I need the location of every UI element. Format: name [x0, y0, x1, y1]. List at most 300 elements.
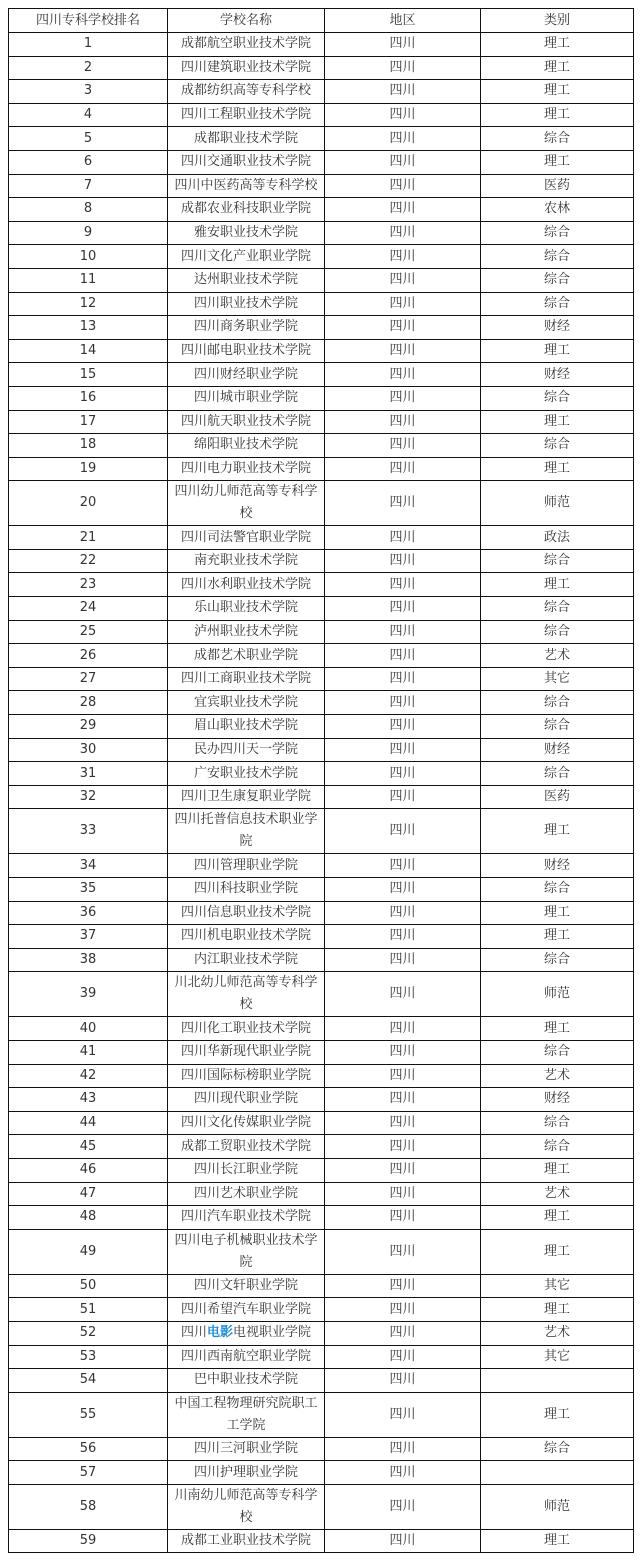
cell-rank: 31: [9, 762, 168, 786]
cell-rank: 41: [9, 1040, 168, 1064]
cell-rank: 7: [9, 174, 168, 198]
table-row: [9, 878, 634, 902]
table-row: [9, 1111, 634, 1135]
cell-region: 四川: [325, 292, 481, 316]
table-row: [9, 1064, 634, 1088]
cell-school-name: 四川华新现代职业学院: [168, 1040, 325, 1064]
cell-region: 四川: [325, 785, 481, 809]
cell-region: 四川: [325, 1392, 481, 1437]
header-region: 地区: [325, 9, 481, 33]
cell-category: 艺术: [481, 1064, 634, 1088]
table-row: [9, 1229, 634, 1274]
cell-school-name: 成都艺术职业学院: [168, 644, 325, 668]
cell-category: 理工: [481, 80, 634, 104]
table-row: [9, 268, 634, 292]
cell-school-name: 巴中职业技术学院: [168, 1369, 325, 1393]
cell-region: 四川: [325, 597, 481, 621]
ranking-table-container: [8, 8, 633, 1553]
cell-school-name: 四川文化传媒职业学院: [168, 1111, 325, 1135]
cell-rank: 45: [9, 1135, 168, 1159]
cell-region: 四川: [325, 948, 481, 972]
cell-region: 四川: [325, 80, 481, 104]
cell-category: 师范: [481, 1484, 634, 1529]
cell-school-name: [168, 1321, 325, 1345]
cell-region: 四川: [325, 1229, 481, 1274]
cell-school-name: 乐山职业技术学院: [168, 597, 325, 621]
cell-school-name: 四川三河职业学院: [168, 1437, 325, 1461]
cell-school-name: 四川长江职业学院: [168, 1158, 325, 1182]
cell-region: 四川: [325, 434, 481, 458]
cell-region: 四川: [325, 386, 481, 410]
cell-category: [481, 1369, 634, 1393]
table-row: [9, 316, 634, 340]
cell-rank: 32: [9, 785, 168, 809]
table-row: [9, 948, 634, 972]
cell-region: 四川: [325, 1437, 481, 1461]
table-row: [9, 127, 634, 151]
cell-rank: 29: [9, 715, 168, 739]
cell-school-name: 四川信息职业技术学院: [168, 901, 325, 925]
cell-region: 四川: [325, 901, 481, 925]
cell-category: 综合: [481, 948, 634, 972]
cell-category: 理工: [481, 33, 634, 57]
cell-category: 农林: [481, 198, 634, 222]
cell-category: 理工: [481, 1392, 634, 1437]
cell-school-name: 四川水利职业技术学院: [168, 573, 325, 597]
cell-rank: 19: [9, 457, 168, 481]
cell-region: 四川: [325, 972, 481, 1017]
cell-category: 理工: [481, 925, 634, 949]
cell-school-name: 四川电力职业技术学院: [168, 457, 325, 481]
cell-category: 理工: [481, 410, 634, 434]
cell-school-name: 四川工商职业技术学院: [168, 667, 325, 691]
table-row: [9, 1158, 634, 1182]
table-row: [9, 1135, 634, 1159]
table-row: [9, 785, 634, 809]
cell-category: 综合: [481, 221, 634, 245]
table-row: [9, 1206, 634, 1230]
cell-region: 四川: [325, 738, 481, 762]
cell-category: 财经: [481, 1088, 634, 1112]
cell-category: 理工: [481, 150, 634, 174]
cell-school-name: 四川幼儿师范高等专科学校: [168, 481, 325, 526]
cell-rank: 2: [9, 56, 168, 80]
cell-region: 四川: [325, 667, 481, 691]
table-row: [9, 620, 634, 644]
cell-category: [481, 1461, 634, 1485]
table-row: [9, 1017, 634, 1041]
cell-region: 四川: [325, 854, 481, 878]
cell-category: 财经: [481, 854, 634, 878]
cell-category: 财经: [481, 316, 634, 340]
cell-rank: 36: [9, 901, 168, 925]
cell-rank: 5: [9, 127, 168, 151]
cell-rank: 51: [9, 1298, 168, 1322]
cell-school-name: 成都纺织高等专科学校: [168, 80, 325, 104]
cell-rank: 17: [9, 410, 168, 434]
table-row: [9, 221, 634, 245]
cell-category: 师范: [481, 972, 634, 1017]
cell-rank: 53: [9, 1345, 168, 1369]
cell-school-name: 广安职业技术学院: [168, 762, 325, 786]
cell-region: 四川: [325, 549, 481, 573]
cell-rank: 28: [9, 691, 168, 715]
cell-rank: 23: [9, 573, 168, 597]
cell-school-name: 四川文轩职业学院: [168, 1274, 325, 1298]
cell-rank: 24: [9, 597, 168, 621]
cell-category: 理工: [481, 339, 634, 363]
cell-school-name: 四川文化产业职业学院: [168, 245, 325, 269]
table-body: [9, 33, 634, 1553]
cell-category: 艺术: [481, 1182, 634, 1206]
cell-school-name: 四川化工职业技术学院: [168, 1017, 325, 1041]
cell-category: 综合: [481, 268, 634, 292]
table-row: [9, 33, 634, 57]
table-row: [9, 1321, 634, 1345]
cell-school-name: 四川希望汽车职业学院: [168, 1298, 325, 1322]
cell-school-name: 达州职业技术学院: [168, 268, 325, 292]
table-row: [9, 410, 634, 434]
cell-school-name: 成都工业职业技术学院: [168, 1529, 325, 1553]
table-row: [9, 667, 634, 691]
cell-school-name: 中国工程物理研究院职工工学院: [168, 1392, 325, 1437]
cell-category: 综合: [481, 127, 634, 151]
cell-category: 财经: [481, 738, 634, 762]
cell-rank: 6: [9, 150, 168, 174]
table-row: [9, 1392, 634, 1437]
table-row: [9, 56, 634, 80]
table-row: [9, 644, 634, 668]
cell-school-name: 四川交通职业技术学院: [168, 150, 325, 174]
cell-region: 四川: [325, 1182, 481, 1206]
cell-rank: 50: [9, 1274, 168, 1298]
cell-school-name: 四川电子机械职业技术学院: [168, 1229, 325, 1274]
table-row: [9, 1274, 634, 1298]
cell-school-name: 川南幼儿师范高等专科学校: [168, 1484, 325, 1529]
cell-region: 四川: [325, 1461, 481, 1485]
cell-region: 四川: [325, 174, 481, 198]
cell-rank: 20: [9, 481, 168, 526]
cell-rank: 55: [9, 1392, 168, 1437]
table-row: [9, 481, 634, 526]
cell-region: 四川: [325, 1529, 481, 1553]
cell-rank: 11: [9, 268, 168, 292]
cell-school-name: 四川财经职业学院: [168, 363, 325, 387]
cell-region: 四川: [325, 1088, 481, 1112]
cell-school-name: 绵阳职业技术学院: [168, 434, 325, 458]
cell-rank: 18: [9, 434, 168, 458]
cell-region: 四川: [325, 150, 481, 174]
cell-category: 师范: [481, 481, 634, 526]
cell-region: 四川: [325, 245, 481, 269]
cell-category: 其它: [481, 1345, 634, 1369]
cell-category: 综合: [481, 715, 634, 739]
cell-region: 四川: [325, 1369, 481, 1393]
cell-category: 理工: [481, 56, 634, 80]
cell-rank: 39: [9, 972, 168, 1017]
cell-school-name: 雅安职业技术学院: [168, 221, 325, 245]
cell-school-name: 南充职业技术学院: [168, 549, 325, 573]
cell-category: 医药: [481, 785, 634, 809]
cell-school-name: 成都航空职业技术学院: [168, 33, 325, 57]
table-row: [9, 80, 634, 104]
cell-region: 四川: [325, 691, 481, 715]
cell-region: 四川: [325, 56, 481, 80]
cell-rank: 12: [9, 292, 168, 316]
cell-category: 综合: [481, 292, 634, 316]
table-row: [9, 809, 634, 854]
cell-category: 理工: [481, 809, 634, 854]
cell-region: 四川: [325, 526, 481, 550]
cell-rank: 47: [9, 1182, 168, 1206]
cell-category: 财经: [481, 363, 634, 387]
cell-rank: 57: [9, 1461, 168, 1485]
cell-rank: 34: [9, 854, 168, 878]
table-row: [9, 901, 634, 925]
cell-category: 综合: [481, 245, 634, 269]
table-row: [9, 972, 634, 1017]
table-header-row: [9, 9, 634, 33]
cell-category: 理工: [481, 1229, 634, 1274]
cell-region: 四川: [325, 198, 481, 222]
cell-category: 综合: [481, 549, 634, 573]
cell-school-name: 宜宾职业技术学院: [168, 691, 325, 715]
cell-school-name: 民办四川天一学院: [168, 738, 325, 762]
table-row: [9, 386, 634, 410]
cell-region: 四川: [325, 809, 481, 854]
cell-region: 四川: [325, 33, 481, 57]
cell-rank: 22: [9, 549, 168, 573]
cell-school-name: 四川商务职业学院: [168, 316, 325, 340]
cell-category: 综合: [481, 434, 634, 458]
cell-school-name: 四川卫生康复职业学院: [168, 785, 325, 809]
cell-category: 理工: [481, 901, 634, 925]
header-rank: 四川专科学校排名: [9, 9, 168, 33]
cell-rank: 8: [9, 198, 168, 222]
cell-region: 四川: [325, 363, 481, 387]
cell-category: 理工: [481, 1206, 634, 1230]
cell-region: 四川: [325, 1298, 481, 1322]
cell-school-name: 泸州职业技术学院: [168, 620, 325, 644]
table-row: [9, 526, 634, 550]
cell-region: 四川: [325, 103, 481, 127]
cell-school-name: 四川工程职业技术学院: [168, 103, 325, 127]
cell-rank: 43: [9, 1088, 168, 1112]
cell-region: 四川: [325, 1484, 481, 1529]
table-row: [9, 174, 634, 198]
cell-school-name: 四川邮电职业技术学院: [168, 339, 325, 363]
cell-rank: 3: [9, 80, 168, 104]
cell-rank: 13: [9, 316, 168, 340]
cell-category: 理工: [481, 573, 634, 597]
cell-rank: 46: [9, 1158, 168, 1182]
table-row: [9, 457, 634, 481]
cell-category: 医药: [481, 174, 634, 198]
table-row: [9, 339, 634, 363]
cell-region: 四川: [325, 339, 481, 363]
table-row: [9, 738, 634, 762]
cell-rank: 30: [9, 738, 168, 762]
cell-school-name: 四川中医药高等专科学校: [168, 174, 325, 198]
cell-rank: 37: [9, 925, 168, 949]
cell-school-name: 成都农业科技职业学院: [168, 198, 325, 222]
cell-region: 四川: [325, 1064, 481, 1088]
cell-region: 四川: [325, 127, 481, 151]
header-category: 类别: [481, 9, 634, 33]
cell-rank: 49: [9, 1229, 168, 1274]
cell-school-name: 四川科技职业学院: [168, 878, 325, 902]
cell-rank: 52: [9, 1321, 168, 1345]
table-row: [9, 292, 634, 316]
cell-category: 综合: [481, 1111, 634, 1135]
cell-text: 电视职业学院: [233, 1325, 312, 1341]
cell-category: 综合: [481, 762, 634, 786]
cell-category: 综合: [481, 878, 634, 902]
table-row: [9, 1298, 634, 1322]
cell-rank: 33: [9, 809, 168, 854]
table-row: [9, 762, 634, 786]
cell-school-name: 成都职业技术学院: [168, 127, 325, 151]
cell-region: 四川: [325, 1040, 481, 1064]
cell-category: 艺术: [481, 1321, 634, 1345]
cell-region: 四川: [325, 1274, 481, 1298]
cell-rank: 27: [9, 667, 168, 691]
cell-region: 四川: [325, 620, 481, 644]
table-row: [9, 573, 634, 597]
cell-school-name: 四川托普信息技术职业学院: [168, 809, 325, 854]
cell-region: 四川: [325, 925, 481, 949]
table-row: [9, 1088, 634, 1112]
cell-school-name: 四川职业技术学院: [168, 292, 325, 316]
cell-school-name: 四川司法警官职业学院: [168, 526, 325, 550]
cell-region: 四川: [325, 268, 481, 292]
table-row: [9, 150, 634, 174]
cell-category: 艺术: [481, 644, 634, 668]
cell-school-name: 四川建筑职业技术学院: [168, 56, 325, 80]
cell-category: 理工: [481, 1158, 634, 1182]
table-row: [9, 1461, 634, 1485]
cell-category: 理工: [481, 1298, 634, 1322]
cell-category: 理工: [481, 103, 634, 127]
table-row: [9, 1182, 634, 1206]
cell-school-name: 四川管理职业学院: [168, 854, 325, 878]
movie-keyword-link[interactable]: 电影: [206, 1325, 233, 1341]
table-row: [9, 691, 634, 715]
cell-region: 四川: [325, 1345, 481, 1369]
cell-school-name: 四川机电职业技术学院: [168, 925, 325, 949]
cell-rank: 58: [9, 1484, 168, 1529]
cell-school-name: 四川艺术职业学院: [168, 1182, 325, 1206]
cell-rank: 15: [9, 363, 168, 387]
table-row: [9, 1369, 634, 1393]
table-row: [9, 1040, 634, 1064]
table-row: [9, 103, 634, 127]
cell-rank: 26: [9, 644, 168, 668]
cell-category: 综合: [481, 386, 634, 410]
cell-region: 四川: [325, 1206, 481, 1230]
cell-category: 综合: [481, 1135, 634, 1159]
table-row: [9, 434, 634, 458]
cell-category: 理工: [481, 1017, 634, 1041]
cell-region: 四川: [325, 878, 481, 902]
cell-rank: 48: [9, 1206, 168, 1230]
table-row: [9, 715, 634, 739]
cell-region: 四川: [325, 715, 481, 739]
cell-rank: 40: [9, 1017, 168, 1041]
table-row: [9, 925, 634, 949]
cell-rank: 16: [9, 386, 168, 410]
cell-school-name: 川北幼儿师范高等专科学校: [168, 972, 325, 1017]
table-row: [9, 1484, 634, 1529]
cell-rank: 10: [9, 245, 168, 269]
cell-category: 综合: [481, 620, 634, 644]
table-row: [9, 1345, 634, 1369]
cell-category: 综合: [481, 691, 634, 715]
table-row: [9, 597, 634, 621]
cell-rank: 56: [9, 1437, 168, 1461]
cell-region: 四川: [325, 573, 481, 597]
cell-rank: 9: [9, 221, 168, 245]
cell-category: 理工: [481, 457, 634, 481]
cell-region: 四川: [325, 644, 481, 668]
cell-rank: 44: [9, 1111, 168, 1135]
cell-school-name: 四川航天职业技术学院: [168, 410, 325, 434]
cell-category: 综合: [481, 1040, 634, 1064]
table-row: [9, 1437, 634, 1461]
table-row: [9, 245, 634, 269]
cell-category: 其它: [481, 667, 634, 691]
cell-region: 四川: [325, 1158, 481, 1182]
cell-region: 四川: [325, 1135, 481, 1159]
cell-school-name: 四川现代职业学院: [168, 1088, 325, 1112]
cell-rank: 42: [9, 1064, 168, 1088]
cell-region: 四川: [325, 316, 481, 340]
table-row: [9, 363, 634, 387]
table-row: [9, 198, 634, 222]
cell-rank: 14: [9, 339, 168, 363]
cell-category: 综合: [481, 1437, 634, 1461]
cell-school-name: 四川护理职业学院: [168, 1461, 325, 1485]
cell-rank: 35: [9, 878, 168, 902]
cell-school-name: 四川国际标榜职业学院: [168, 1064, 325, 1088]
ranking-table: [8, 8, 634, 1553]
cell-region: 四川: [325, 1321, 481, 1345]
cell-rank: 1: [9, 33, 168, 57]
cell-school-name: 内江职业技术学院: [168, 948, 325, 972]
table-row: [9, 854, 634, 878]
cell-region: 四川: [325, 1017, 481, 1041]
cell-region: 四川: [325, 481, 481, 526]
cell-region: 四川: [325, 221, 481, 245]
cell-school-name: 眉山职业技术学院: [168, 715, 325, 739]
cell-rank: 59: [9, 1529, 168, 1553]
header-school-name: 学校名称: [168, 9, 325, 33]
table-row: [9, 1529, 634, 1553]
cell-region: 四川: [325, 457, 481, 481]
cell-school-name: 四川西南航空职业学院: [168, 1345, 325, 1369]
cell-category: 其它: [481, 1274, 634, 1298]
cell-category: 综合: [481, 597, 634, 621]
cell-school-name: 四川城市职业学院: [168, 386, 325, 410]
cell-category: 政法: [481, 526, 634, 550]
cell-rank: 25: [9, 620, 168, 644]
table-row: [9, 549, 634, 573]
cell-rank: 21: [9, 526, 168, 550]
cell-category: 理工: [481, 1529, 634, 1553]
cell-school-name: 四川汽车职业技术学院: [168, 1206, 325, 1230]
cell-region: 四川: [325, 1111, 481, 1135]
cell-region: 四川: [325, 762, 481, 786]
